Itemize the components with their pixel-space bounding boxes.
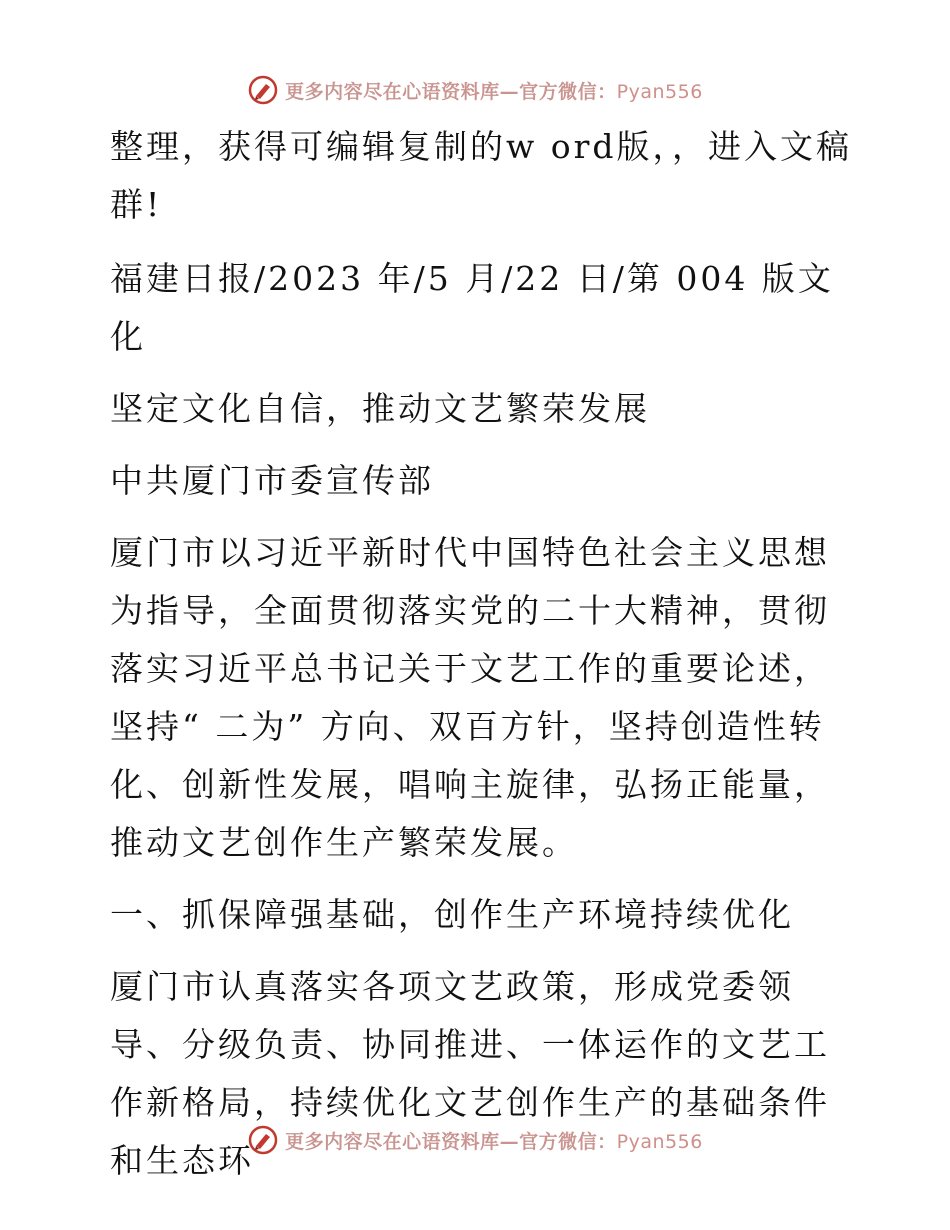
pen-seal-icon (247, 74, 279, 106)
footer-watermark (0, 1120, 950, 1160)
intro-note: 整理，获得可编辑复制的w ord版，，进入文稿群! (110, 127, 853, 224)
article-author: 中共厦门市委宣传部 (110, 461, 434, 500)
section-heading: 一、抓保障强基础，创作生产环境持续优化 (110, 895, 794, 934)
document-body (98, 118, 858, 1190)
article-title: 坚定文化自信，推动文艺繁荣发展 (110, 389, 650, 428)
source-line: 福建日报/2023 年/5 月/22 日/第 004 版文化 (110, 259, 834, 356)
header-watermark (0, 70, 950, 110)
body-paragraph: 厦门市以习近平新时代中国特色社会主义思想为指导，全面贯彻落实党的二十大精神，贯彻落实习近平总书记关于文艺工作的重要论述，坚持“ 二为” 方向、双百方针，坚持创造性转化、创新性发展，唱响主旋律，弘扬正能量，推动文艺创作生产繁荣发展。 (110, 533, 830, 862)
watermark-text: 更多内容尽在心语资料库—官方微信：Pyan556 (285, 80, 703, 103)
pen-seal-icon (247, 1124, 279, 1156)
watermark-text: 更多内容尽在心语资料库—官方微信：Pyan556 (285, 1130, 703, 1153)
body-paragraph: 厦门市认真落实各项文艺政策，形成党委领导、分级负责、协同推进、一体运作的文艺工作新格局，持续优化文艺创作生产的基础条件和生态环 (110, 967, 830, 1180)
